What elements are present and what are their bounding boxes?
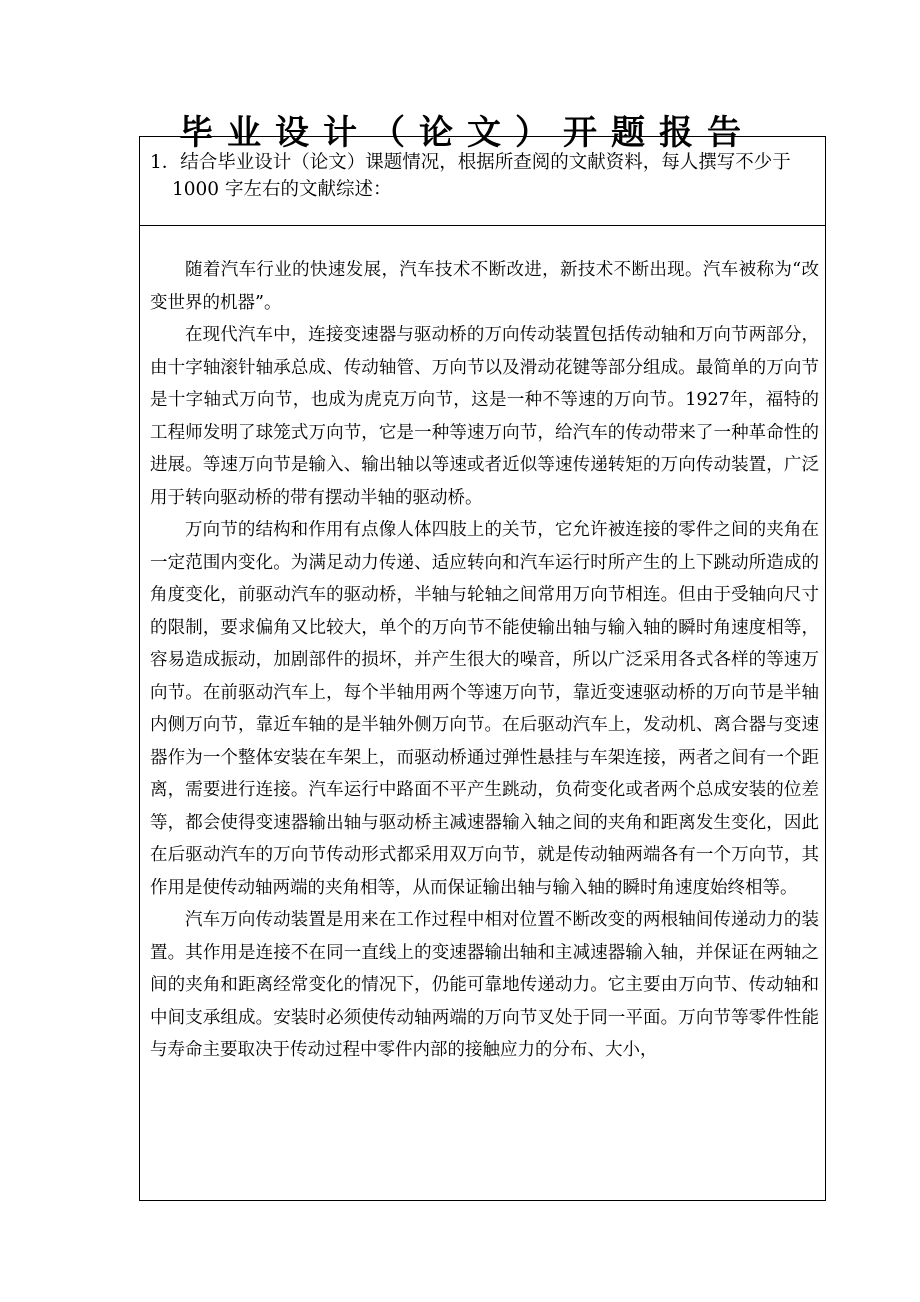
page-title: 毕业设计（论文）开题报告 bbox=[179, 112, 755, 153]
report-table bbox=[139, 136, 826, 1201]
literature-review-body bbox=[140, 226, 825, 1200]
paragraph: 汽车万向传动装置是用来在工作过程中相对位置不断改变的两根轴间传递动力的装置。其作用是连接不在同一直线上的变速器输出轴和主减速器输入轴，并保证在两轴之间的夹角和距离经常变化的情况下，仍能可靠地传递动力。它主要由万向节、传动轴和中间支承组成。安装时必须使传动轴两端的万向节叉处于同一平面。万向节等零件性能与寿命主要取决于传动过程中零件内部的接触应力的分布、大小， bbox=[150, 910, 819, 1060]
paragraph: 在现代汽车中，连接变速器与驱动桥的万向传动装置包括传动轴和万向节两部分，由十字轴滚针轴承总成、传动轴管、万向节以及滑动花键等部分组成。最简单的万向节是十字轴式万向节，也成为虎克万向节，这是一种不等速的万向节。1927年，福特的工程师发明了球笼式万向节，它是一种等速万向节，给汽车的传动带来了一种革命性的进展。等速万向节是输入、输出轴以等速或者近似等速传递转矩的万向传动装置，广泛用于转向驱动桥的带有摆动半轴的驱动桥。 bbox=[150, 325, 819, 508]
paragraph: 随着汽车行业的快速发展，汽车技术不断改进，新技术不断出现。汽车被称为“改变世界的机器”。 bbox=[150, 260, 819, 313]
prompt-text: 1．结合毕业设计（论文）课题情况，根据所查阅的文献资料，每人撰写不少于 1000 字左右的文献综述： bbox=[150, 152, 791, 200]
paragraph: 万向节的结构和作用有点像人体四肢上的关节，它允许被连接的零件之间的夹角在一定范围内变化。为满足动力传递、适应转向和汽车运行时所产生的上下跳动所造成的角度变化，前驱动汽车的驱动桥，半轴与轮轴之间常用万向节相连。但由于受轴向尺寸的限制，要求偏角又比较大，单个的万向节不能使输出轴与输入轴的瞬时角速度相等，容易造成振动，加剧部件的损坏，并产生很大的噪音，所以广泛采用各式各样的等速万向节。在前驱动汽车上，每个半轴用两个等速万向节，靠近变速驱动桥的万向节是半轴内侧万向节，靠近车轴的是半轴外侧万向节。在后驱动汽车上，发动机、离合器与变速器作为一个整体安装在车架上，而驱动桥通过弹性悬挂与车架连接，两者之间有一个距离，需要进行连接。汽车运行中路面不平产生跳动，负荷变化或者两个总成安装的位差等，都会使得变速器输出轴与驱动桥主减速器输入轴之间的夹角和距离发生变化，因此在后驱动汽车的万向节传动形式都采用双万向节，就是传动轴两端各有一个万向节，其作用是使传动轴两端的夹角相等，从而保证输出轴与输入轴的瞬时角速度始终相等。 bbox=[150, 520, 819, 898]
prompt-cell bbox=[140, 137, 825, 226]
